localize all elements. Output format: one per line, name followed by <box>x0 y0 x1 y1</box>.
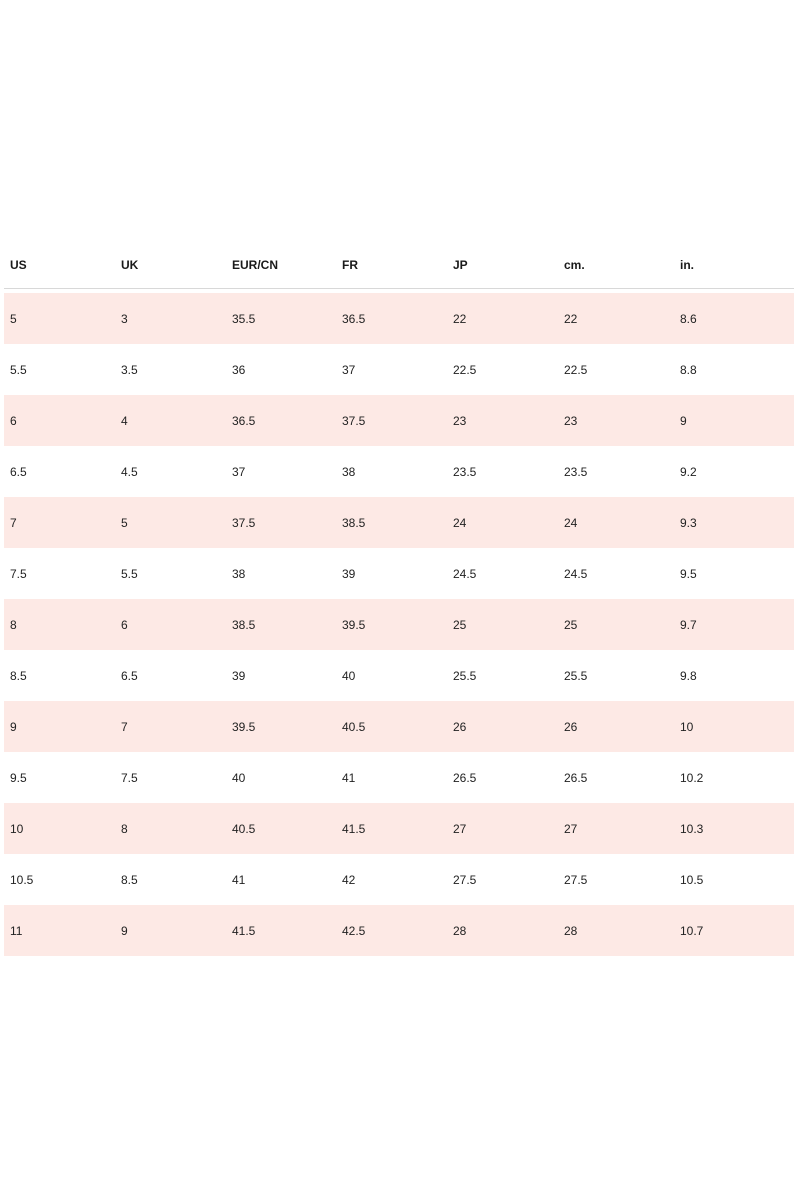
cell-uk: 7 <box>121 719 128 734</box>
cell-jp: 27.5 <box>453 872 477 887</box>
cell-eur-cn: 37.5 <box>232 515 256 530</box>
table-row <box>4 599 794 650</box>
cell-in: 9 <box>680 413 687 428</box>
table-row <box>4 395 794 446</box>
cell-eur-cn: 41.5 <box>232 923 256 938</box>
table-row <box>4 497 794 548</box>
cell-cm: 25 <box>564 617 578 632</box>
cell-us: 6 <box>10 413 17 428</box>
cell-jp: 27 <box>453 821 467 836</box>
cell-uk: 6.5 <box>121 668 138 683</box>
cell-us: 7 <box>10 515 17 530</box>
cell-in: 10 <box>680 719 694 734</box>
cell-in: 8.8 <box>680 362 697 377</box>
cell-fr: 39.5 <box>342 617 366 632</box>
table-row <box>4 752 794 803</box>
cell-cm: 27 <box>564 821 578 836</box>
cell-us: 10 <box>10 821 24 836</box>
cell-jp: 26.5 <box>453 770 477 785</box>
cell-us: 7.5 <box>10 566 27 581</box>
cell-cm: 24.5 <box>564 566 588 581</box>
cell-uk: 5 <box>121 515 128 530</box>
cell-fr: 39 <box>342 566 356 581</box>
table-row <box>4 344 794 395</box>
cell-us: 8 <box>10 617 17 632</box>
cell-jp: 26 <box>453 719 467 734</box>
cell-us: 5.5 <box>10 362 27 377</box>
cell-eur-cn: 37 <box>232 464 246 479</box>
cell-jp: 28 <box>453 923 467 938</box>
cell-uk: 8.5 <box>121 872 138 887</box>
cell-fr: 36.5 <box>342 311 366 326</box>
cell-uk: 5.5 <box>121 566 138 581</box>
cell-uk: 9 <box>121 923 128 938</box>
cell-fr: 38 <box>342 464 356 479</box>
table-row <box>4 293 794 344</box>
cell-jp: 24.5 <box>453 566 477 581</box>
cell-eur-cn: 39 <box>232 668 246 683</box>
table-row <box>4 803 794 854</box>
cell-cm: 26.5 <box>564 770 588 785</box>
cell-eur-cn: 41 <box>232 872 246 887</box>
table-row <box>4 446 794 497</box>
cell-jp: 25.5 <box>453 668 477 683</box>
cell-uk: 4.5 <box>121 464 138 479</box>
header-eur-cn: EUR/CN <box>232 258 279 272</box>
cell-eur-cn: 35.5 <box>232 311 256 326</box>
cell-uk: 3.5 <box>121 362 138 377</box>
cell-jp: 23.5 <box>453 464 477 479</box>
cell-uk: 3 <box>121 311 128 326</box>
cell-uk: 8 <box>121 821 128 836</box>
cell-in: 9.8 <box>680 668 697 683</box>
cell-us: 10.5 <box>10 872 34 887</box>
header-fr: FR <box>342 258 358 272</box>
size-chart-table <box>4 242 794 956</box>
cell-jp: 22 <box>453 311 467 326</box>
cell-jp: 24 <box>453 515 467 530</box>
cell-cm: 28 <box>564 923 578 938</box>
cell-eur-cn: 39.5 <box>232 719 256 734</box>
cell-us: 6.5 <box>10 464 27 479</box>
table-row <box>4 905 794 956</box>
cell-in: 8.6 <box>680 311 697 326</box>
cell-uk: 6 <box>121 617 128 632</box>
cell-fr: 37 <box>342 362 356 377</box>
table-row <box>4 854 794 905</box>
table-row <box>4 701 794 752</box>
header-jp: JP <box>453 258 468 272</box>
cell-eur-cn: 36 <box>232 362 246 377</box>
cell-us: 9.5 <box>10 770 27 785</box>
cell-eur-cn: 40 <box>232 770 246 785</box>
cell-fr: 38.5 <box>342 515 366 530</box>
cell-in: 9.2 <box>680 464 697 479</box>
header-us: US <box>10 258 27 272</box>
cell-fr: 37.5 <box>342 413 366 428</box>
cell-in: 10.3 <box>680 821 704 836</box>
cell-cm: 24 <box>564 515 578 530</box>
cell-in: 9.7 <box>680 617 697 632</box>
cell-cm: 23.5 <box>564 464 588 479</box>
cell-fr: 42 <box>342 872 356 887</box>
cell-eur-cn: 40.5 <box>232 821 256 836</box>
header-uk: UK <box>121 258 139 272</box>
cell-in: 10.2 <box>680 770 704 785</box>
cell-in: 9.3 <box>680 515 697 530</box>
header-in: in. <box>680 258 694 272</box>
cell-in: 10.7 <box>680 923 704 938</box>
cell-us: 11 <box>10 923 23 938</box>
cell-fr: 41 <box>342 770 356 785</box>
cell-us: 9 <box>10 719 17 734</box>
cell-cm: 22.5 <box>564 362 588 377</box>
cell-fr: 40.5 <box>342 719 366 734</box>
cell-cm: 23 <box>564 413 578 428</box>
cell-uk: 7.5 <box>121 770 138 785</box>
header-cm: cm. <box>564 258 585 272</box>
cell-in: 9.5 <box>680 566 697 581</box>
table-row <box>4 548 794 599</box>
table-row <box>4 650 794 701</box>
cell-eur-cn: 38.5 <box>232 617 256 632</box>
cell-cm: 27.5 <box>564 872 588 887</box>
cell-us: 5 <box>10 311 17 326</box>
cell-uk: 4 <box>121 413 128 428</box>
cell-fr: 41.5 <box>342 821 366 836</box>
cell-jp: 23 <box>453 413 467 428</box>
cell-eur-cn: 36.5 <box>232 413 256 428</box>
cell-us: 8.5 <box>10 668 27 683</box>
cell-cm: 26 <box>564 719 578 734</box>
cell-cm: 25.5 <box>564 668 588 683</box>
cell-eur-cn: 38 <box>232 566 246 581</box>
table-header-row <box>4 242 794 289</box>
cell-jp: 25 <box>453 617 467 632</box>
cell-fr: 40 <box>342 668 356 683</box>
cell-cm: 22 <box>564 311 578 326</box>
cell-fr: 42.5 <box>342 923 366 938</box>
cell-jp: 22.5 <box>453 362 477 377</box>
cell-in: 10.5 <box>680 872 704 887</box>
